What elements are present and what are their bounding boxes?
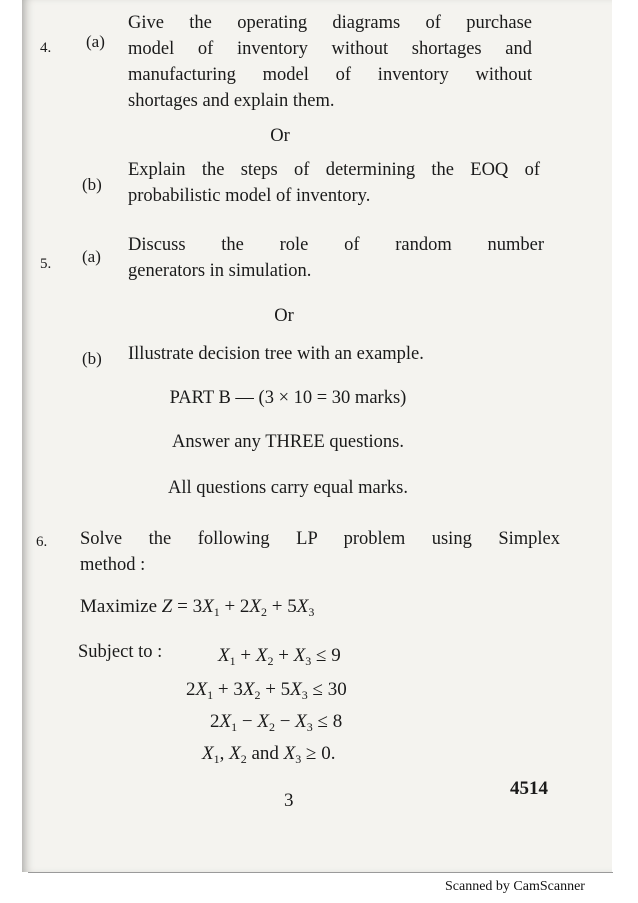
- objective-function: Maximize $Z = 3X_1 + 2X_2 + 5X_3$: [80, 596, 315, 619]
- question-4b-line-1: Explain the steps of determining the EOQ of: [128, 160, 540, 180]
- question-5-or: Or: [274, 306, 294, 326]
- question-5b-text: Illustrate decision tree with an example.: [128, 344, 424, 364]
- question-6-line-1: Solve the following LP problem using Simplex: [80, 529, 560, 549]
- question-4-or: Or: [270, 126, 290, 146]
- question-5a-line-2: generators in simulation.: [128, 261, 312, 281]
- subject-to-label: Subject to :: [78, 642, 163, 662]
- question-4a-line-1: Give the operating diagrams of purchase: [128, 13, 532, 33]
- question-5b-label: (b): [82, 349, 102, 368]
- question-4b-label: (b): [82, 175, 102, 194]
- constraint-1: $X_1 + X_2 + X_3 \le 9$: [218, 645, 341, 668]
- question-4b-line-2: probabilistic model of inventory.: [128, 186, 371, 206]
- question-5a-label: (a): [82, 247, 101, 266]
- question-4a-text: [128, 10, 532, 114]
- question-6-line-2: method :: [80, 555, 146, 575]
- objective-prefix: Maximize: [80, 596, 158, 617]
- question-4a-label: (a): [86, 32, 105, 51]
- question-4a-line-2: model of inventory without shortages and: [128, 39, 532, 59]
- scanner-watermark: Scanned by CamScanner: [445, 879, 585, 894]
- constraint-2: $2X_1 + 3X_2 + 5X_3 \le 30$: [186, 679, 347, 702]
- question-4b-text: [128, 157, 540, 209]
- paper-code: 4514: [510, 778, 548, 799]
- question-4a-line-3: manufacturing model of inventory without: [128, 65, 532, 85]
- question-6-number: 6.: [36, 534, 48, 550]
- part-b-title: PART B — (3 × 10 = 30 marks): [169, 388, 407, 408]
- constraint-3: $2X_1 - X_2 - X_3 \le 8$: [210, 711, 343, 734]
- part-b-instruction-2: All questions carry equal marks.: [168, 478, 408, 498]
- question-6-text: [80, 526, 560, 578]
- page-edge-line: [28, 872, 613, 873]
- question-5a-line-1: Discuss the role of random number: [128, 235, 544, 255]
- question-4-number: 4.: [40, 40, 52, 56]
- question-4a-line-4: shortages and explain them.: [128, 91, 335, 111]
- constraint-4: $X_1$, $X_2$ and $X_3 \ge 0$.: [202, 743, 336, 766]
- question-5a-text: [128, 232, 544, 284]
- part-b-instruction-1: Answer any THREE questions.: [172, 432, 404, 452]
- question-5-number: 5.: [40, 256, 52, 272]
- page-number: 3: [284, 790, 294, 811]
